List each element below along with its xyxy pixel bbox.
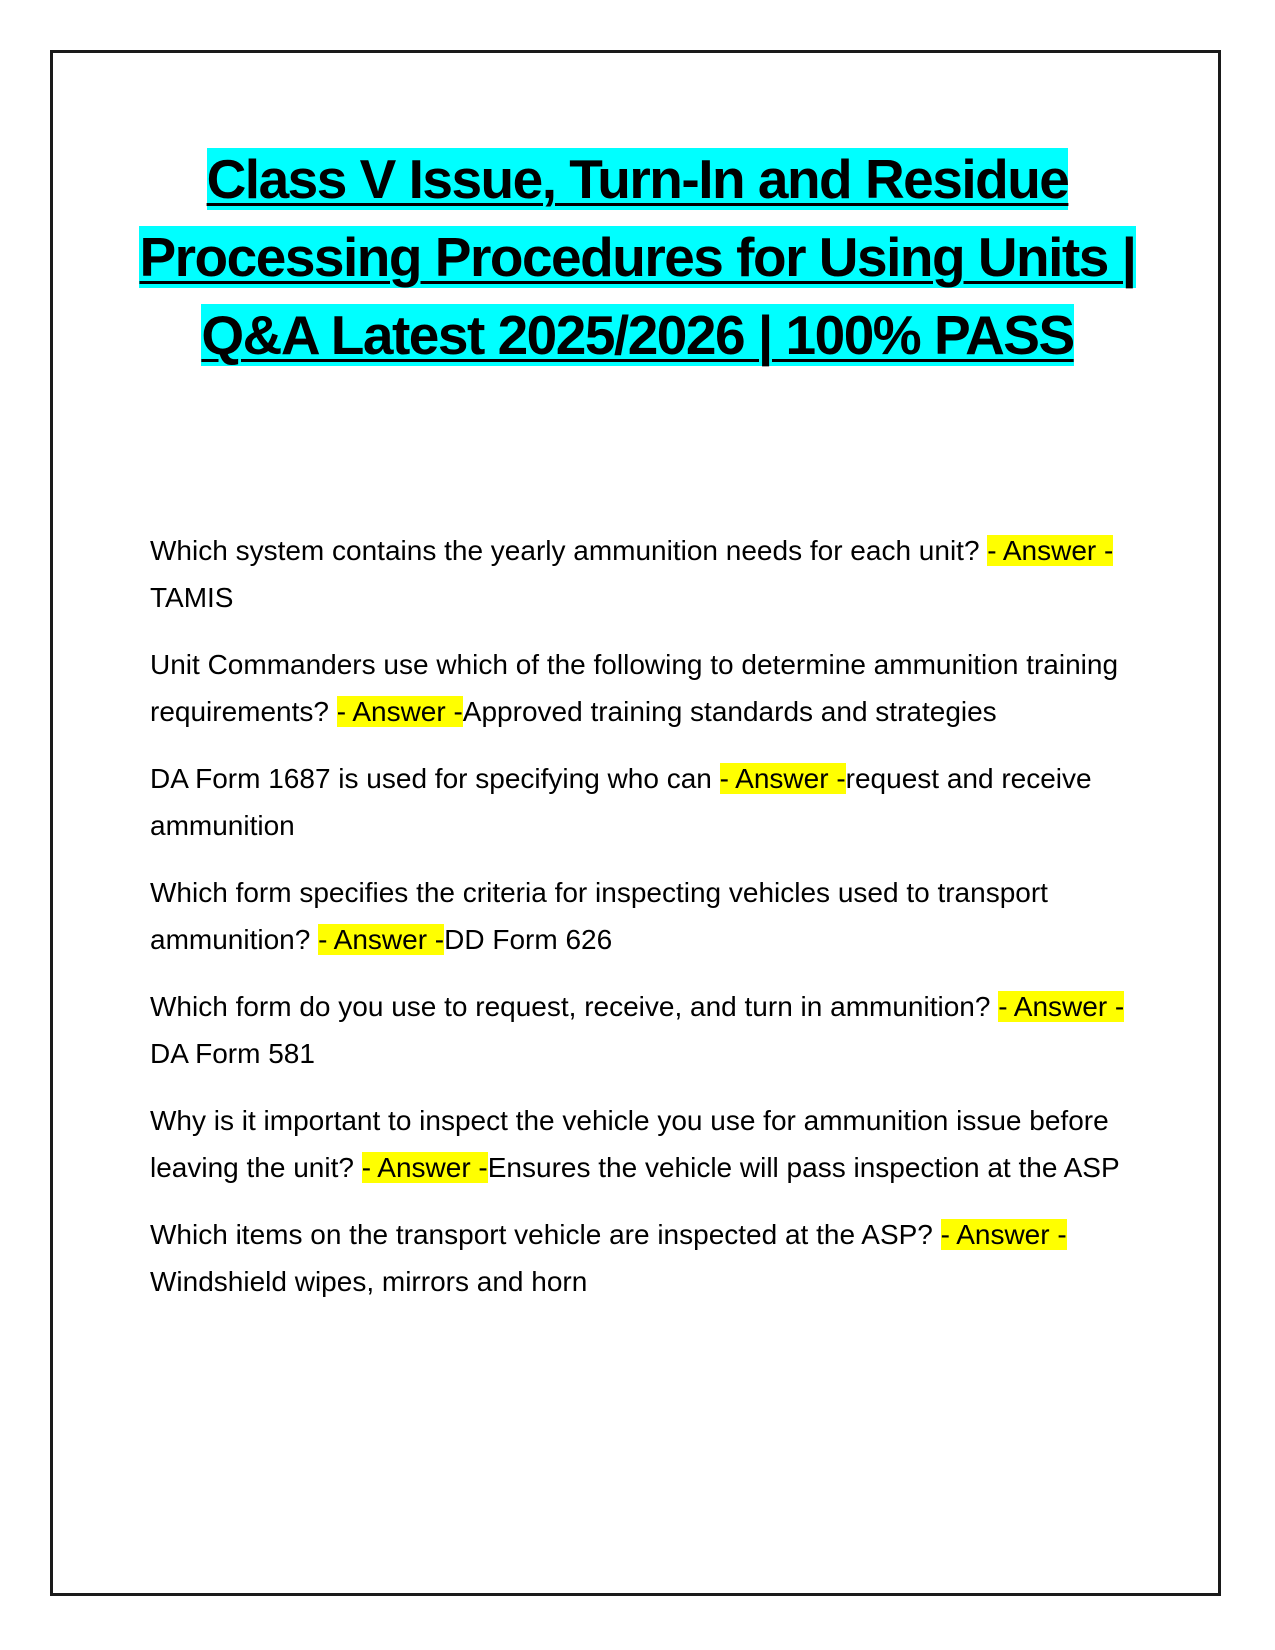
question-text: Unit Commanders use which of the following to determine ammunition training requirements? (150, 649, 1119, 727)
qa-item (150, 641, 1135, 735)
answer-marker: - Answer - (318, 924, 445, 955)
answer-marker: - Answer - (336, 696, 463, 727)
qa-item (150, 527, 1135, 621)
qa-item (150, 983, 1135, 1077)
answer-text: Ensures the vehicle will pass inspection at the ASP (487, 1152, 1120, 1183)
answer-text: DA Form 581 (150, 1038, 315, 1069)
answer-marker: - Answer - (998, 991, 1125, 1022)
question-text: DA Form 1687 is used for specifying who can (150, 763, 712, 794)
answer-marker: - Answer - (940, 1219, 1067, 1250)
qa-item (150, 1211, 1135, 1305)
question-text: Why is it important to inspect the vehicle you use for ammunition issue before leaving the unit? (150, 1105, 1109, 1183)
answer-text: Approved training standards and strategies (462, 696, 997, 727)
document-title (100, 140, 1175, 374)
question-text: Which items on the transport vehicle are inspected at the ASP? (150, 1219, 933, 1250)
answer-text: request and receive ammunition (150, 763, 1092, 841)
question-text: Which form do you use to request, receive, and turn in ammunition? (150, 991, 991, 1022)
answer-text: DD Form 626 (444, 924, 613, 955)
answer-marker: - Answer - (987, 535, 1114, 566)
qa-item (150, 755, 1135, 849)
qa-item (150, 1097, 1135, 1191)
qa-list (150, 527, 1135, 1325)
question-text: Which system contains the yearly ammunition needs for each unit? (150, 535, 980, 566)
question-text: Which form specifies the criteria for inspecting vehicles used to transport ammunition? (150, 877, 1048, 955)
answer-marker: - Answer - (719, 763, 846, 794)
answer-text: Windshield wipes, mirrors and horn (150, 1266, 588, 1297)
answer-marker: - Answer - (361, 1152, 488, 1183)
document-title-text: Class V Issue, Turn-In and Residue Processing Procedures for Using Units | Q&A Latest 2025/2026 | 100% PASS (139, 148, 1136, 366)
qa-item (150, 869, 1135, 963)
answer-text: TAMIS (150, 582, 234, 613)
